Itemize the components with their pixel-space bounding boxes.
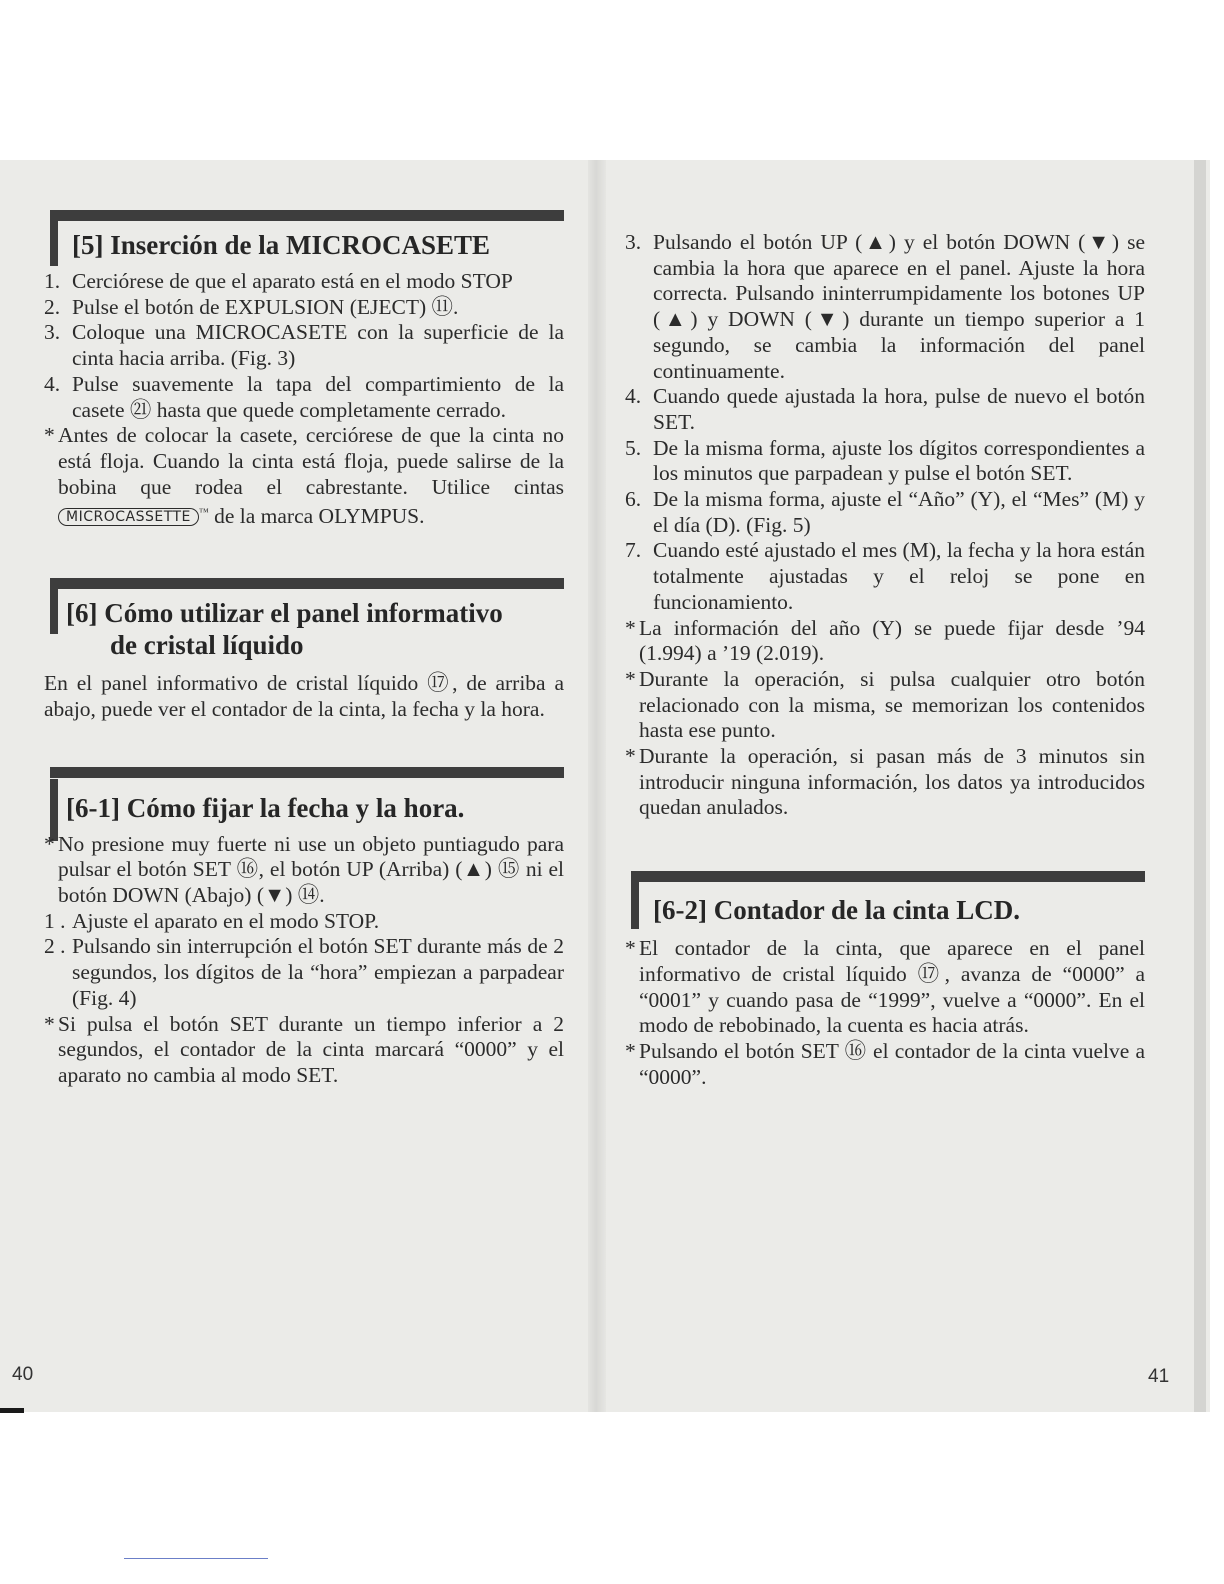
note: * Durante la operación, si pulsa cualquier otro botón relacionado con la misma, se memorizan los contenidos hasta ese punto. <box>625 666 1145 743</box>
list-item: 1. Cerciórese de que el aparato está en el modo STOP <box>44 269 513 293</box>
list-item: 3. Pulsando el botón UP (▲) y el botón DOWN (▼) se cambia la hora que aparece en el panel. Ajuste la hora correcta. Pulsando ininterrumpidamente los botones UP (▲) y DOWN (▼) durante un tiempo superior a 1 segundo, se cambia la información del panel continuamente. <box>625 230 1145 383</box>
section-6-heading <box>44 578 564 665</box>
section-6-1-title: [6-1] Cómo fijar la fecha y la hora. <box>66 792 465 823</box>
section-5-title: [5] Inserción de la MICROCASETE <box>72 230 491 260</box>
page-edge <box>1194 160 1206 1412</box>
list-item: 1 . Ajuste el aparato en el modo STOP. <box>44 908 380 933</box>
scan-line <box>124 1558 268 1559</box>
list-item: 4. Pulse suavemente la tapa del compartimiento de la casete ㉑ hasta que quede completamente cerrado. <box>44 371 564 422</box>
microcassette-logo: MICROCASSETTE <box>58 508 199 526</box>
right-page-column <box>625 230 1145 1090</box>
section-6-paragraph: En el panel informativo de cristal líquido ⑰, de arriba a abajo, puede ver el contador de la cinta, la fecha y la hora. <box>44 671 564 721</box>
page-number-left: 40 <box>12 1364 34 1385</box>
section-6-title-line2: de cristal líquido <box>110 630 304 661</box>
list-item: 5. De la misma forma, ajuste los dígitos correspondientes a los minutos que parpadean y pulse el botón SET. <box>625 435 1145 486</box>
list-item: 7. Cuando esté ajustado el mes (M), la fecha y la hora están totalmente ajustadas y el reloj se pone en funcionamiento. <box>625 538 1145 614</box>
list-item: 4. Cuando quede ajustada la hora, pulse de nuevo el botón SET. <box>625 384 1145 434</box>
note: * Antes de colocar la casete, cerciórese de que la cinta no está floja. Cuando la cinta está floja, puede salirse de la bobina que rodea el cabrestante. Utilice cintas MICROCASSETTE ™ de la marca OLYMPUS. <box>44 423 564 529</box>
note: * El contador de la cinta, que aparece en el panel informativo de cristal líquido ⑰, avanza de “0000” a “0001” y cuando pasa de “1999”, vuelve a “0000”. En el modo de rebobinado, la cuenta es hacia atrás. <box>625 936 1145 1038</box>
section-6-2-title: [6-2] Contador de la cinta LCD. <box>653 895 1020 926</box>
section-6-title-line1: [6] Cómo utilizar el panel informativo <box>66 598 503 629</box>
note: * Si pulsa el botón SET durante un tiempo inferior a 2 segundos, el contador de la cinta marcará “0000” y el aparato no cambia al modo SET. <box>44 1011 564 1087</box>
page-gutter <box>588 160 606 1412</box>
note: * La información del año (Y) se puede fijar desde ’94 (1.994) a ’19 (2.019). <box>625 615 1145 666</box>
section-5-heading <box>44 210 564 265</box>
section-6-2-heading <box>625 871 1145 930</box>
note: * Durante la operación, si pasan más de 3 minutos sin introducir ninguna información, los datos ya introducidos quedan anulados. <box>625 744 1145 820</box>
note: * No presione muy fuerte ni use un objeto puntiagudo para pulsar el botón SET ⑯, el botón UP (Arriba) (▲) ⑮ ni el botón DOWN (Abajo) (▼) ⑭. <box>44 831 564 907</box>
list-item: 3. Coloque una MICROCASETE con la superficie de la cinta hacia arriba. (Fig. 3) <box>44 320 564 371</box>
list-item: 6. De la misma forma, ajuste el “Año” (Y), el “Mes” (M) y el día (D). (Fig. 5) <box>625 487 1145 537</box>
page-number-right: 41 <box>1148 1366 1170 1387</box>
scan-mark <box>0 1408 24 1413</box>
note: * Pulsando el botón SET ⑯ el contador de la cinta vuelve a “0000”. <box>625 1038 1145 1089</box>
list-item: 2 . Pulsando sin interrupción el botón SET durante más de 2 segundos, los dígitos de la “hora” empiezan a parpadear (Fig. 4) <box>44 934 564 1010</box>
list-item: 2. Pulse el botón de EXPULSION (EJECT) ⑪. <box>44 294 459 319</box>
left-page-column <box>44 210 564 1089</box>
section-6-1-heading <box>44 767 564 828</box>
